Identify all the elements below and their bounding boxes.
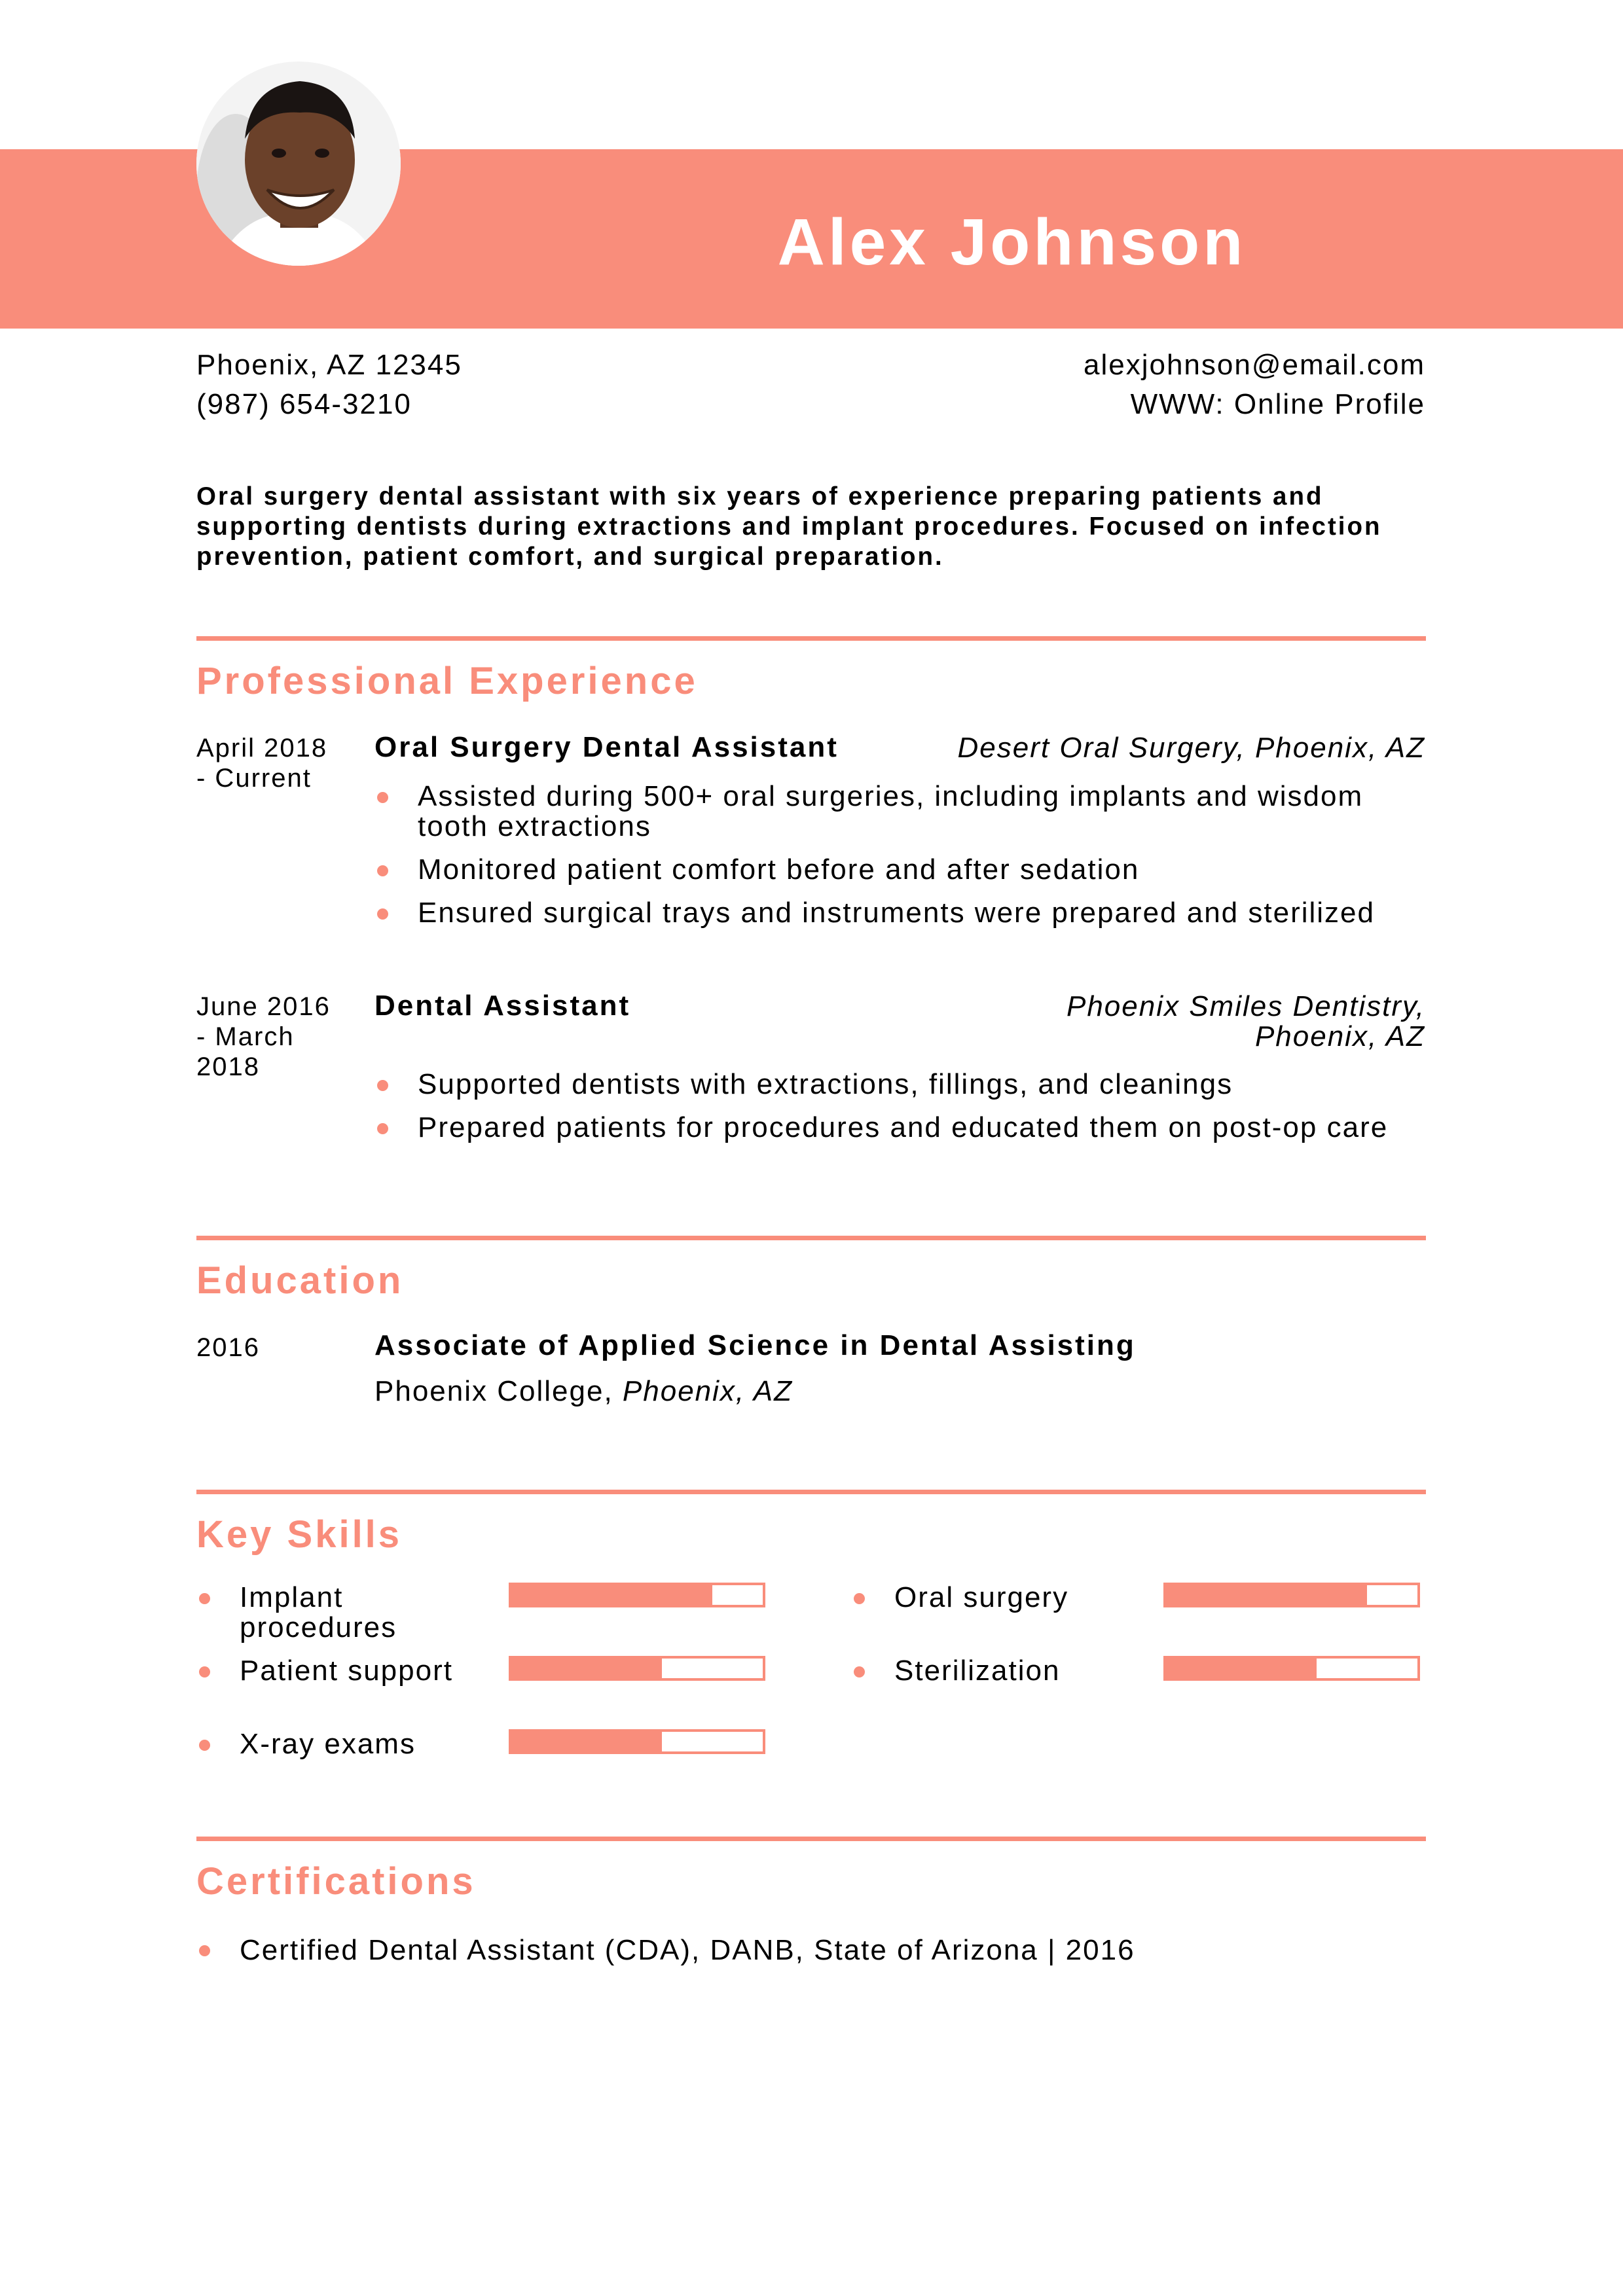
section-divider [196, 1236, 1426, 1240]
skill-name: Patient support [240, 1656, 453, 1687]
skill-level-bar [509, 1583, 765, 1607]
school-location: Phoenix, AZ [622, 1375, 793, 1407]
email-link[interactable]: alexjohnson@email.com [1083, 349, 1425, 381]
bullet-dot-icon [199, 1740, 210, 1751]
professional-summary: Oral surgery dental assistant with six years of experience preparing patients and supporting dentists during extractions and implant procedures. Focused on infection prevention, patient comfort, and surgical preparation. [196, 482, 1382, 571]
job-bullet: Ensured surgical trays and instruments were prepared and sterilized [374, 898, 1429, 928]
skill-level-fill [511, 1659, 662, 1678]
degree-title: Associate of Applied Science in Dental Assisting [374, 1329, 1136, 1361]
bullet-dot-icon [199, 1666, 210, 1677]
job-bullet: Supported dentists with extractions, fillings, and cleanings [374, 1069, 1429, 1100]
job-title: Dental Assistant [374, 990, 631, 1022]
website-link[interactable]: WWW: Online Profile [1130, 388, 1425, 420]
job-employer: Phoenix Smiles Dentistry, Phoenix, AZ [1066, 990, 1425, 1052]
skill-name: X-ray exams [240, 1729, 416, 1759]
section-divider [196, 636, 1426, 641]
bullet-dot-icon [199, 1945, 210, 1956]
certifications-section-title: Certifications [196, 1860, 476, 1903]
school-name [374, 1375, 793, 1408]
skill-level-fill [1166, 1585, 1367, 1605]
profile-photo [196, 62, 401, 266]
contact-right [1084, 346, 1425, 424]
school-name-text: Phoenix College, [374, 1375, 613, 1407]
job-bullet: Prepared patients for procedures and educated them on post-op care [374, 1113, 1429, 1143]
candidate-name: Alex Johnson [777, 206, 1247, 279]
education-section-title: Education [196, 1259, 404, 1302]
bullet-dot-icon [199, 1593, 210, 1604]
skills-section-title: Key Skills [196, 1513, 403, 1556]
skill-level-fill [1166, 1659, 1317, 1678]
location-text: Phoenix, AZ 12345 [196, 349, 462, 381]
bullet-dot-icon [854, 1666, 865, 1677]
job-bullet-list [374, 781, 1429, 928]
job-employer: Desert Oral Surgery, Phoenix, AZ [957, 732, 1425, 764]
job-bullet-list [374, 1069, 1429, 1143]
phone-text: (987) 654-3210 [196, 388, 412, 420]
skill-level-bar [1163, 1583, 1420, 1607]
section-divider [196, 1490, 1426, 1494]
certification-item: Certified Dental Assistant (CDA), DANB, State of Arizona | 2016 [240, 1934, 1135, 1966]
job-bullet: Monitored patient comfort before and after sedation [374, 855, 1429, 885]
job-title: Oral Surgery Dental Assistant [374, 731, 839, 763]
skill-level-fill [511, 1732, 662, 1751]
experience-section-title: Professional Experience [196, 660, 698, 702]
skill-name: Sterilization [894, 1656, 1061, 1687]
skill-level-bar [1163, 1656, 1420, 1681]
section-divider [196, 1837, 1426, 1841]
skill-level-fill [511, 1585, 712, 1605]
skill-level-bar [509, 1656, 765, 1681]
education-year: 2016 [196, 1333, 260, 1362]
bullet-dot-icon [854, 1593, 865, 1604]
job-date: April 2018 - Current [196, 734, 328, 793]
job-bullet: Assisted during 500+ oral surgeries, including implants and wisdom tooth extractions [374, 781, 1429, 842]
contact-left [196, 346, 462, 424]
job-date: June 2016 - March 2018 [196, 992, 331, 1081]
skill-name: Implant procedures [240, 1583, 397, 1643]
skill-level-bar [509, 1729, 765, 1754]
skill-name: Oral surgery [894, 1583, 1069, 1613]
